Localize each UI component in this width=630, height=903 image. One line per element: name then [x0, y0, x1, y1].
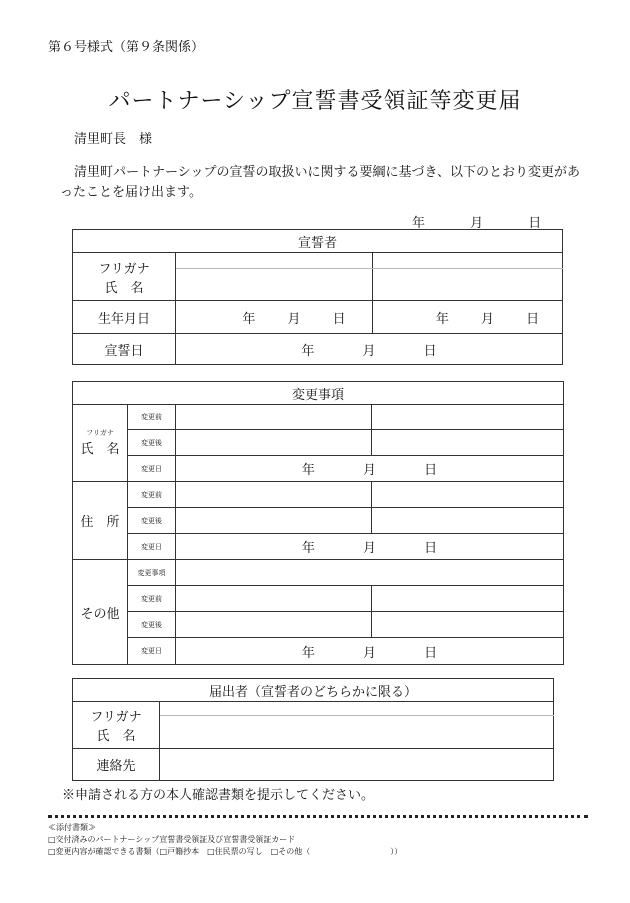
address-after-field-2[interactable]: [372, 508, 564, 534]
address-before-field-2[interactable]: [372, 482, 564, 508]
notifier-contact-field[interactable]: [160, 749, 554, 781]
address-after-label: 変更後: [128, 508, 176, 534]
name-after-field-1[interactable]: [176, 430, 372, 456]
other-before-label: 変更前: [128, 586, 176, 612]
name-field-1[interactable]: [176, 269, 373, 301]
oath-date-field[interactable]: 年 月 日: [176, 334, 563, 365]
name-after-field-2[interactable]: [372, 430, 564, 456]
attachment-item-2[interactable]: □変更内容が確認できる書類（□戸籍抄本 □住民票の写し □その他（ ））: [48, 847, 403, 856]
attachment-item-1[interactable]: □交付済みのパートナーシップ宣誓書受領証及び宣誓書受領証カード: [48, 835, 296, 844]
furigana-field-1[interactable]: [176, 253, 373, 269]
other-before-field-1[interactable]: [176, 586, 372, 612]
oath-table: [72, 229, 563, 365]
name-after-label: 変更後: [128, 430, 176, 456]
notifier-header: 届出者（宣誓者のどちらかに限る）: [73, 679, 554, 702]
other-after-label: 変更後: [128, 612, 176, 638]
notifier-contact-label: 連絡先: [73, 749, 160, 781]
address-change-date-label: 変更日: [128, 534, 176, 560]
notifier-name-field[interactable]: [160, 716, 554, 749]
divider: [48, 815, 588, 818]
oath-name-label: フリガナ 氏 名: [73, 253, 176, 301]
change-name-label: フリガナ 氏 名: [73, 405, 128, 482]
notifier-table: [72, 678, 554, 781]
submission-date[interactable]: 年 月 日: [412, 216, 542, 231]
name-before-field-1[interactable]: [176, 405, 372, 430]
body-text: 清里町パートナーシップの宣誓の取扱いに関する要綱に基づき、以下のとおり変更があったことを届け出ます。: [60, 165, 580, 200]
addressee: 清里町長 様: [74, 132, 153, 147]
address-after-field-1[interactable]: [176, 508, 372, 534]
id-note: ※申請される方の本人確認書類を提示してください。: [62, 788, 375, 803]
other-change-date-label: 変更日: [128, 638, 176, 665]
other-item-label: 変更事項: [128, 560, 176, 586]
other-change-date-field[interactable]: 年 月 日: [176, 638, 564, 665]
other-after-field-2[interactable]: [372, 612, 564, 638]
name-field-2[interactable]: [373, 269, 563, 301]
birthdate-label: 生年月日: [73, 301, 176, 334]
oath-header: 宣誓者: [73, 230, 563, 253]
birthdate-field-1[interactable]: 年 月 日: [176, 301, 373, 334]
change-address-label: 住 所: [73, 482, 128, 560]
furigana-field-2[interactable]: [373, 253, 563, 269]
form-number: 第６号様式（第９条関係）: [48, 40, 205, 55]
notifier-name-label: フリガナ 氏 名: [73, 702, 160, 749]
change-header: 変更事項: [73, 382, 564, 405]
page-title: パートナーシップ宣誓書受領証等変更届: [108, 89, 522, 114]
name-change-date-field[interactable]: 年 月 日: [176, 456, 564, 482]
other-after-field-1[interactable]: [176, 612, 372, 638]
name-before-label: 変更前: [128, 405, 176, 430]
address-before-label: 変更前: [128, 482, 176, 508]
other-item-field[interactable]: [176, 560, 564, 586]
oath-date-label: 宣誓日: [73, 334, 176, 365]
other-before-field-2[interactable]: [372, 586, 564, 612]
notifier-furigana-field[interactable]: [160, 702, 554, 716]
name-change-date-label: 変更日: [128, 456, 176, 482]
birthdate-field-2[interactable]: 年 月 日: [373, 301, 563, 334]
attachments-header: ≪添付書類≫: [48, 823, 96, 832]
name-before-field-2[interactable]: [372, 405, 564, 430]
address-before-field-1[interactable]: [176, 482, 372, 508]
change-table: [72, 381, 564, 665]
address-change-date-field[interactable]: 年 月 日: [176, 534, 564, 560]
change-other-label: その他: [73, 560, 128, 665]
